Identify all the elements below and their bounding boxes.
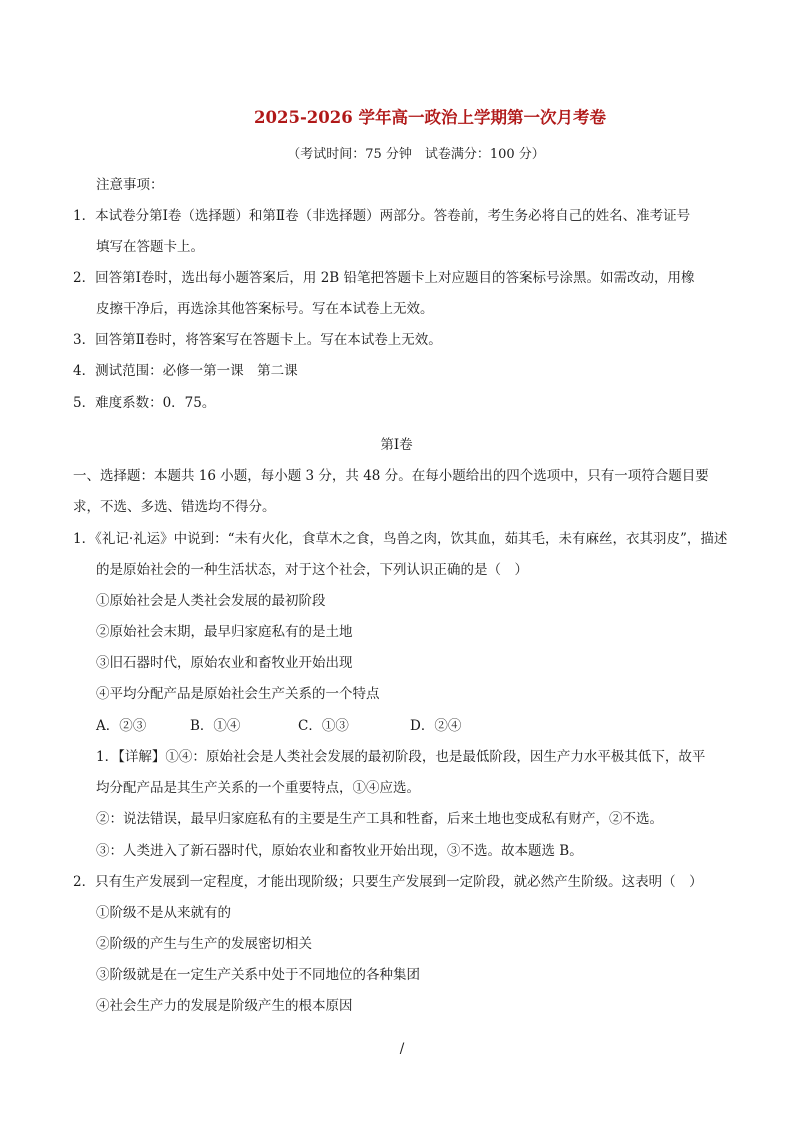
q1-explanation-4: ③：人类进入了新石器时代，原始农业和畜牧业开始出现，③不选。故本题选 B。 bbox=[96, 843, 583, 859]
q2-statement-3: ③阶级就是在一定生产关系中处于不同地位的各种集团 bbox=[96, 967, 420, 983]
notice-item-1: 1．本试卷分第Ⅰ卷（选择题）和第Ⅱ卷（非选择题）两部分。答卷前，考生务必将自己的姓名、准考证号 bbox=[73, 208, 691, 224]
exam-title: 2025-2026 学年高一政治上学期第一次月考卷 bbox=[254, 108, 606, 127]
section-title: 第Ⅰ卷 bbox=[380, 437, 413, 453]
q1-explanation-3: ②：说法错误，最早归家庭私有的主要是生产工具和牲畜，后来土地也变成私有财产，②不选。 bbox=[96, 811, 663, 827]
q1-statement-4: ④平均分配产品是原始社会生产关系的一个特点 bbox=[96, 686, 380, 702]
notice-heading: 注意事项： bbox=[96, 177, 164, 193]
q1-stem-1: 1．《礼记·礼运》中说到：“未有火化，食草木之食，鸟兽之肉，饮其血，茹其毛，未有麻丝，衣其羽皮”，描述 bbox=[73, 531, 728, 547]
q1-option-c: C．①③ bbox=[298, 718, 349, 734]
q1-explanation-2: 均分配产品是其生产关系的一个重要特点，①④应选。 bbox=[96, 780, 420, 796]
q2-statement-4: ④社会生产力的发展是阶级产生的根本原因 bbox=[96, 998, 353, 1014]
q1-statement-1: ①原始社会是人类社会发展的最初阶段 bbox=[96, 593, 326, 609]
q1-option-a: A．②③ bbox=[96, 718, 147, 734]
notice-item-3: 3．回答第Ⅱ卷时，将答案写在答题卡上。写在本试卷上无效。 bbox=[73, 332, 442, 348]
q1-statement-3: ③旧石器时代，原始农业和畜牧业开始出现 bbox=[96, 655, 353, 671]
q1-statement-2: ②原始社会末期，最早归家庭私有的是土地 bbox=[96, 624, 353, 640]
section-intro-1: 一、选择题：本题共 16 小题，每小题 3 分，共 48 分。在每小题给出的四个选项中，只有一项符合题目要 bbox=[73, 468, 709, 484]
q1-option-b: B．①④ bbox=[190, 718, 241, 734]
q2-stem: 2．只有生产发展到一定程度，才能出现阶级；只要生产发展到一定阶段，就必然产生阶级。这表明（ ） bbox=[73, 874, 703, 890]
notice-item-2-cont: 皮擦干净后，再选涂其他答案标号。写在本试卷上无效。 bbox=[96, 301, 434, 317]
notice-item-4: 4．测试范围：必修一第一课 第二课 bbox=[73, 363, 298, 379]
q2-statement-1: ①阶级不是从来就有的 bbox=[96, 905, 231, 921]
section-intro-2: 求，不选、多选、错选均不得分。 bbox=[73, 499, 276, 515]
notice-item-1-cont: 填写在答题卡上。 bbox=[96, 239, 204, 255]
q1-option-d: D．②④ bbox=[410, 718, 462, 734]
exam-subtitle: （考试时间：75 分钟 试卷满分：100 分） bbox=[287, 147, 545, 162]
q1-stem-2: 的是原始社会的一种生活状态，对于这个社会，下列认识正确的是（ ） bbox=[96, 562, 528, 578]
q1-explanation-1: 1．【详解】①④：原始社会是人类社会发展的最初阶段，也是最低阶段，因生产力水平极其低下，故平 bbox=[96, 749, 706, 765]
q2-statement-2: ②阶级的产生与生产的发展密切相关 bbox=[96, 936, 312, 952]
notice-item-2: 2．回答第Ⅰ卷时，选出每小题答案后，用 2B 铅笔把答题卡上对应题目的答案标号涂黑。如需改动，用橡 bbox=[73, 270, 695, 286]
page-number: / bbox=[399, 1041, 405, 1057]
notice-item-5: 5．难度系数：0．75。 bbox=[73, 395, 216, 411]
